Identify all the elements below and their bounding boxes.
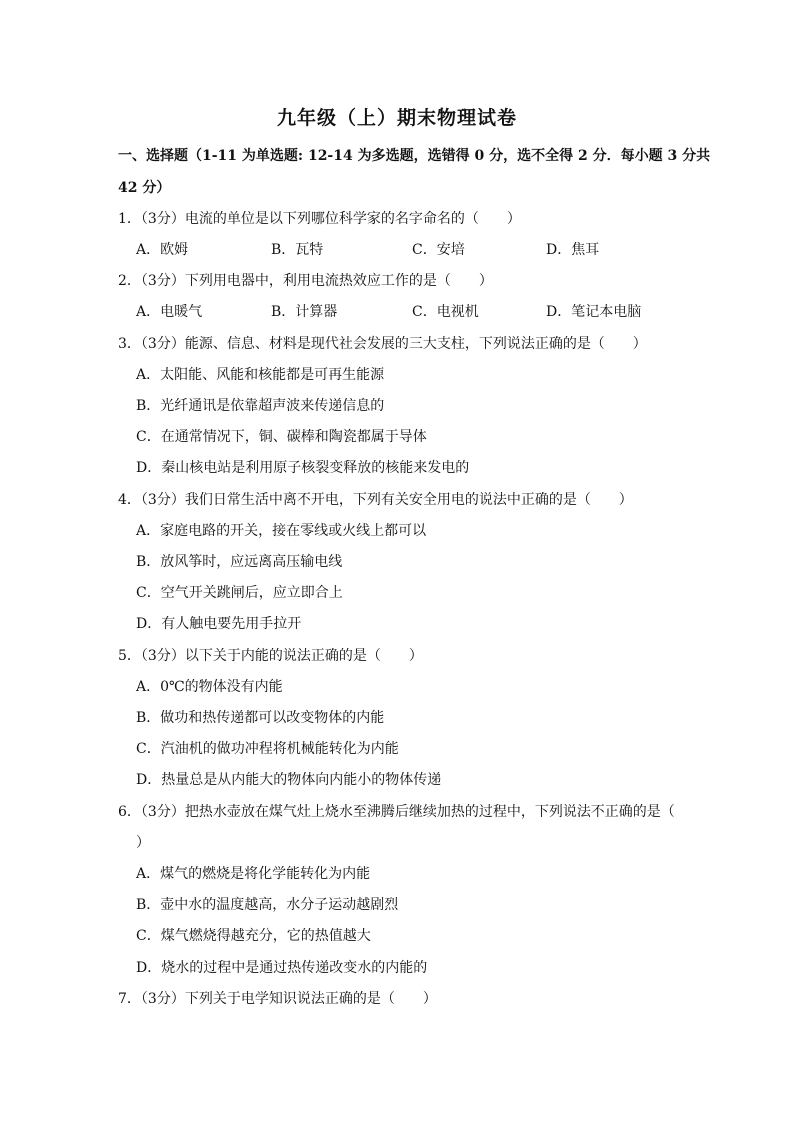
question-1-option-b: B．瓦特: [271, 242, 324, 258]
question-2-option-d: D．笔记本电脑: [546, 304, 642, 320]
question-5-option-c: C．汽油机的做功冲程将机械能转化为内能: [136, 741, 399, 757]
question-2-option-b: B．计算器: [271, 304, 338, 320]
question-6-option-a: A．煤气的燃烧是将化学能转化为内能: [136, 866, 371, 882]
question-3-stem: 3．（3分）能源、信息、材料是现代社会发展的三大支柱，下列说法正确的是（ ）: [118, 336, 647, 352]
question-1-option-c: C．安培: [412, 242, 465, 258]
question-1-stem: 1．（3分）电流的单位是以下列哪位科学家的名字命名的（ ）: [118, 211, 521, 227]
question-5-stem: 5．（3分）以下关于内能的说法正确的是（ ）: [118, 648, 423, 664]
section-heading-line2: 42 分）: [118, 180, 171, 196]
question-4-option-d: D．有人触电要先用手拉开: [136, 616, 302, 632]
question-5-option-a: A．0℃的物体没有内能: [136, 679, 283, 695]
question-5-option-d: D．热量总是从内能大的物体向内能小的物体传递: [136, 772, 442, 788]
question-2-stem: 2．（3分）下列用电器中，利用电流热效应工作的是（ ）: [118, 273, 493, 289]
question-1-option-d: D．焦耳: [546, 242, 600, 258]
question-4-option-b: B．放风筝时，应远离高压输电线: [136, 554, 343, 570]
section-heading-line1: 一、选择题（1-11 为单选题: 12-14 为多选题，选错得 0 分，选不全得 2 分．每小题 3 分共: [118, 148, 711, 164]
question-3-option-b: B．光纤通讯是依靠超声波来传递信息的: [136, 398, 385, 414]
question-4-stem: 4．（3分）我们日常生活中离不开电，下列有关安全用电的说法中正确的是（ ）: [118, 492, 633, 508]
question-3-option-d: D．秦山核电站是利用原子核裂变释放的核能来发电的: [136, 460, 470, 476]
question-1-option-a: A．欧姆: [136, 242, 189, 258]
question-6-option-d: D．烧水的过程中是通过热传递改变水的内能的: [136, 960, 428, 976]
question-7-stem: 7．（3分）下列关于电学知识说法正确的是（ ）: [118, 991, 437, 1007]
page-title: 九年级（上）期末物理试卷: [276, 107, 517, 129]
question-4-option-c: C．空气开关跳闸后，应立即合上: [136, 585, 343, 601]
question-2-option-a: A．电暖气: [136, 304, 203, 320]
question-5-option-b: B．做功和热传递都可以改变物体的内能: [136, 710, 385, 726]
question-2-option-c: C．电视机: [412, 304, 479, 320]
question-4-option-a: A．家庭电路的开关，接在零线或火线上都可以: [136, 523, 427, 539]
question-6-stem-continued: ）: [136, 835, 150, 851]
question-6-option-b: B．壶中水的温度越高，水分子运动越剧烈: [136, 897, 399, 913]
question-6-option-c: C．煤气燃烧得越充分，它的热值越大: [136, 928, 371, 944]
question-3-option-a: A．太阳能、风能和核能都是可再生能源: [136, 367, 385, 383]
question-6-stem: 6．（3分）把热水壶放在煤气灶上烧水至沸腾后继续加热的过程中，下列说法不正确的是（: [118, 804, 675, 820]
question-3-option-c: C．在通常情况下，铜、碳棒和陶瓷都属于导体: [136, 429, 427, 445]
